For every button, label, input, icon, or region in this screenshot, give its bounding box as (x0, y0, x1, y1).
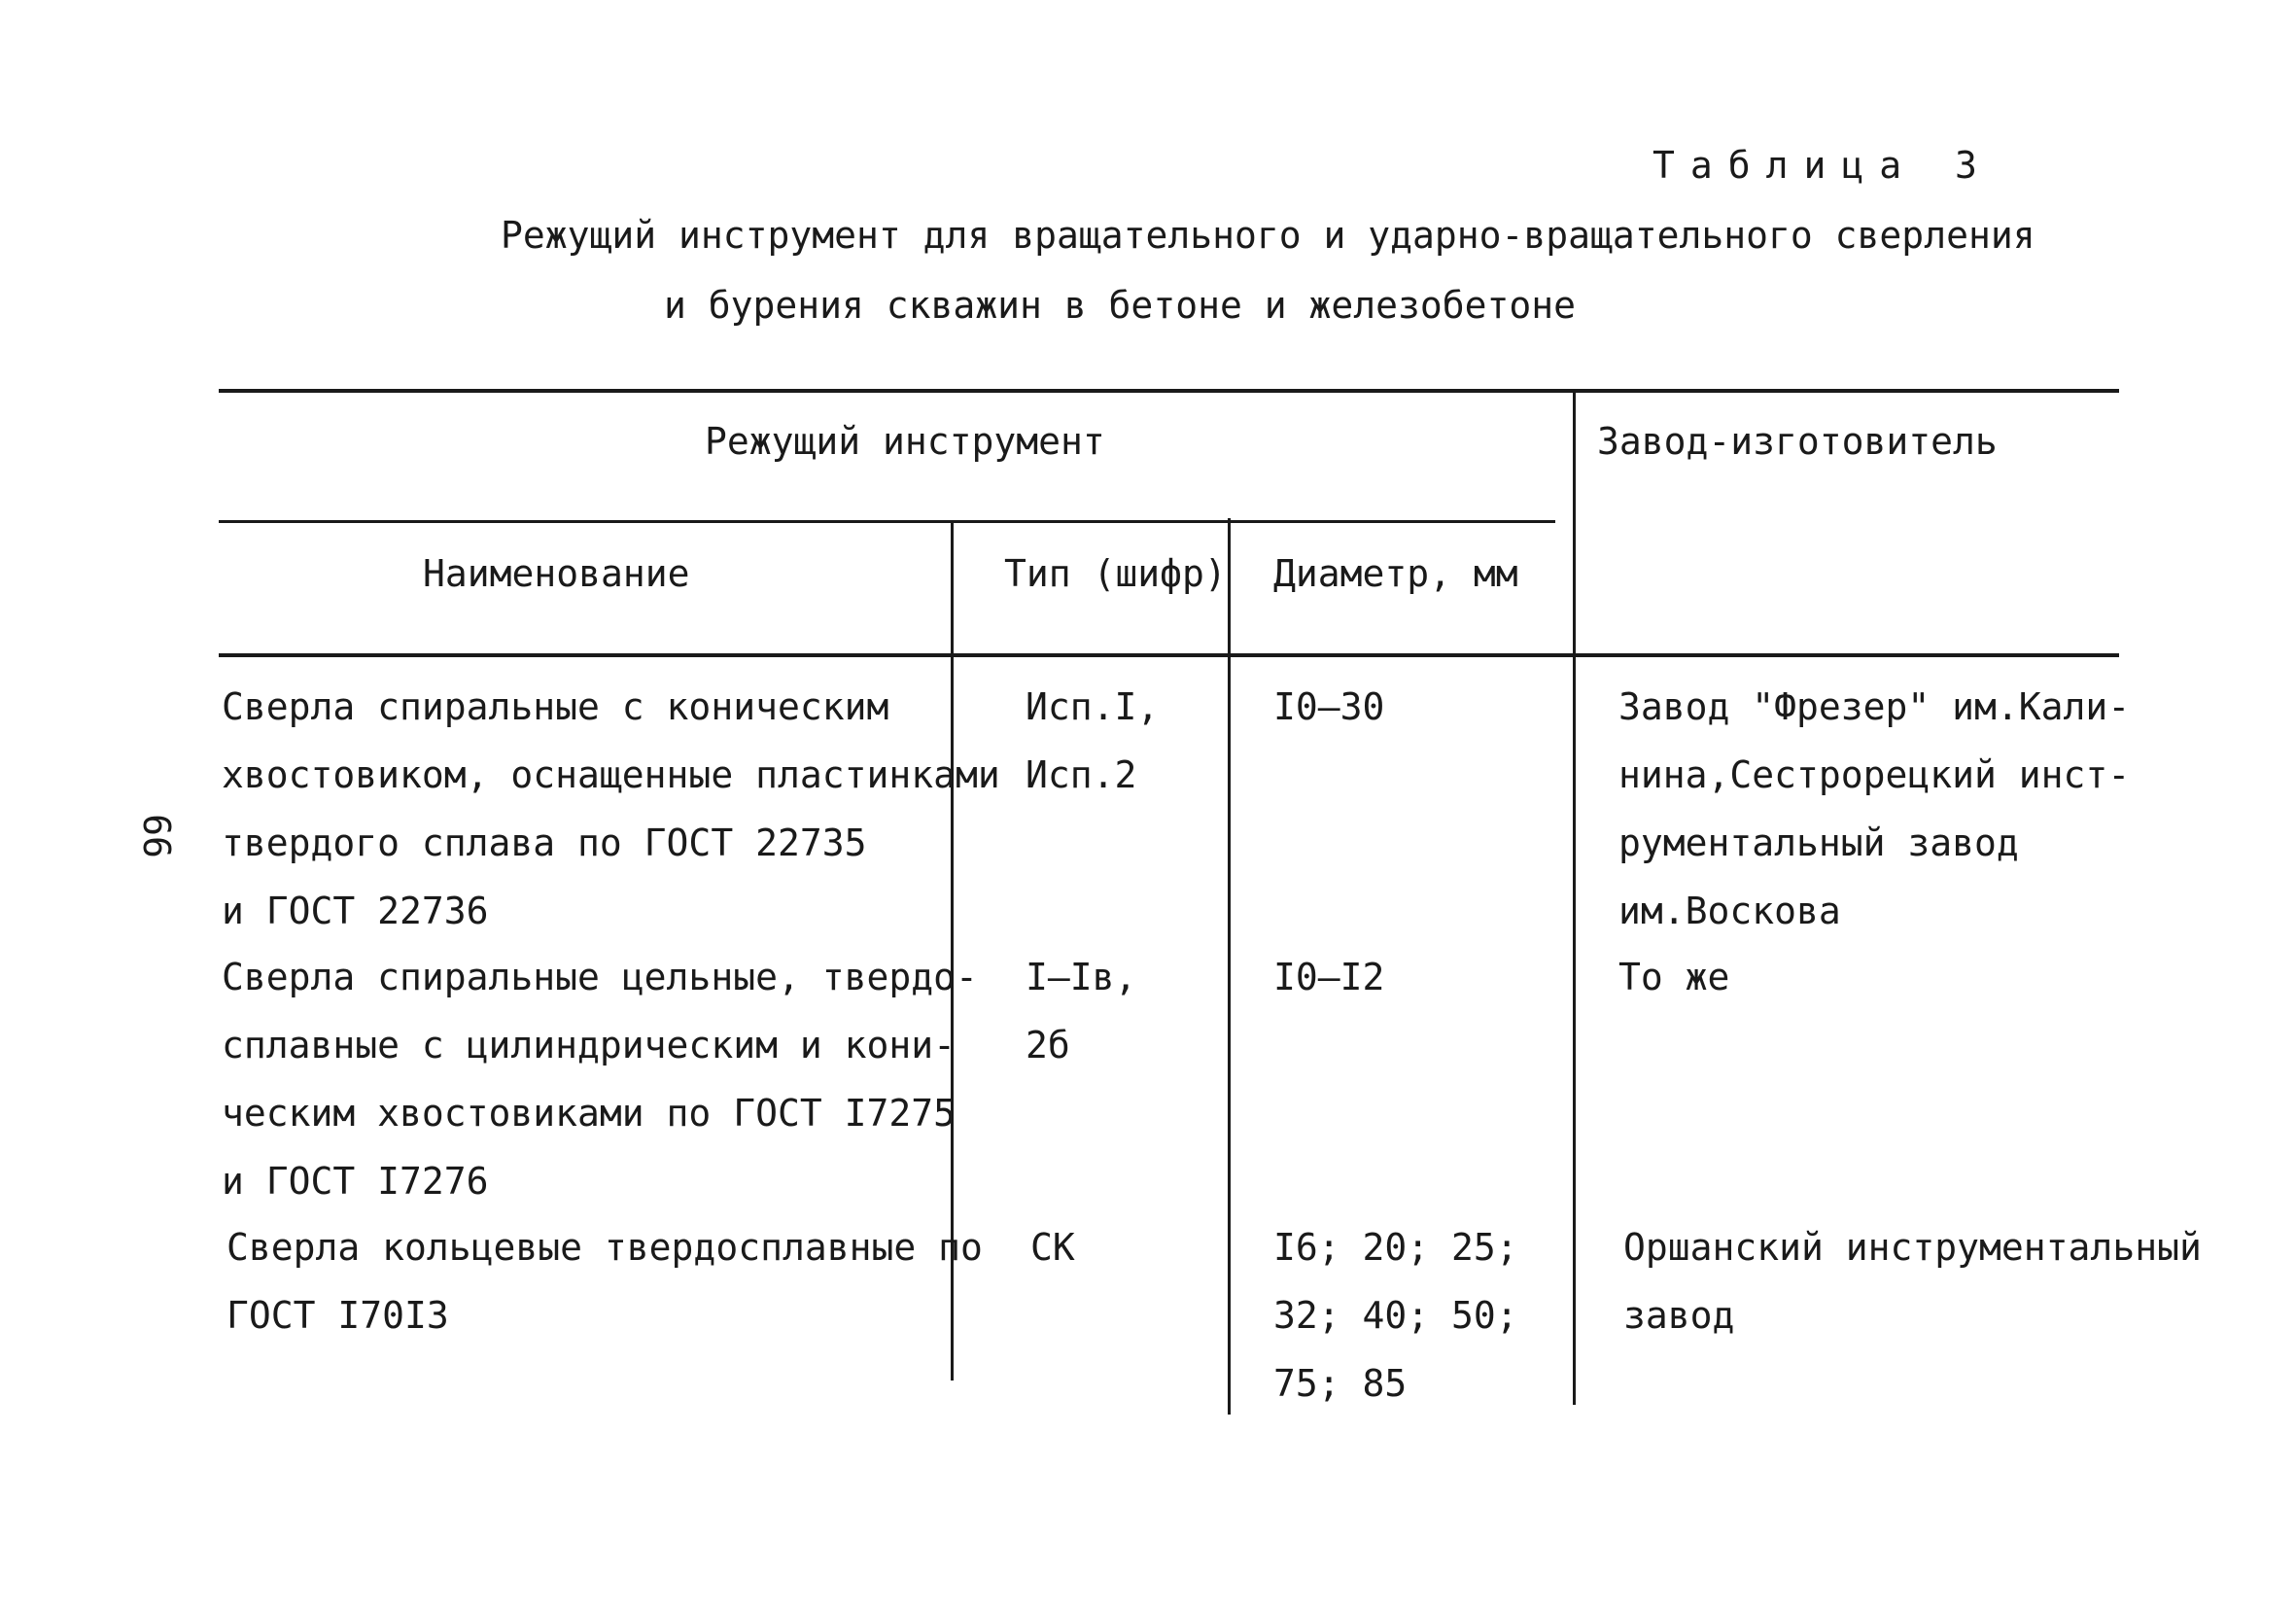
header-cutting-tool: Режущий инструмент (705, 420, 1105, 463)
header-manufacturer: Завод-изготовитель (1597, 420, 1998, 463)
row-1-diameter: I0–30 (1273, 685, 1385, 728)
row-1-manufacturer: Завод "Фрезер" им.Кали- нина,Сестрорецкий инст- рументальный завод им.Воскова (1618, 685, 2131, 932)
row-3-type: СК (1030, 1226, 1075, 1269)
header-type: Тип (шифр) (1004, 552, 1227, 595)
row-2-diameter: I0–I2 (1273, 956, 1385, 998)
row-2-manufacturer: То же (1618, 956, 1730, 998)
column-divider-diameter-manufacturer (1573, 389, 1576, 1405)
header-name: Наименование (423, 552, 690, 595)
row-3-name: Сверла кольцевые твердосплавные по ГОСТ I70I3 (226, 1226, 983, 1337)
subheader-rule (219, 520, 1555, 523)
row-3-diameter: I6; 20; 25; 32; 40; 50; 75; 85 (1273, 1226, 1518, 1405)
row-3-manufacturer: Оршанский инструментальный завод (1623, 1226, 2202, 1337)
row-2-name: Сверла спиральные цельные, твердо- сплавные с цилиндрическим и кони- ческим хвостовиками по ГОСТ I7275 и ГОСТ I7276 (222, 956, 978, 1203)
row-1-type: Исп.I, Исп.2 (1026, 685, 1160, 796)
row-2-type: I–Iв, 2б (1026, 956, 1137, 1066)
column-divider-type-diameter (1228, 518, 1231, 1415)
header-diameter: Диаметр, мм (1273, 552, 1518, 595)
table-title-line-1: Режущий инструмент для вращательного и ударно-вращательного сверления (501, 214, 2035, 257)
row-1-name: Сверла спиральные с коническим хвостовиком, оснащенные пластинками твердого сплава по ГОСТ 22735 и ГОСТ 22736 (222, 685, 1000, 932)
table-title-line-2: и бурения скважин в бетоне и железобетоне (664, 284, 1576, 327)
page-number: 66 (134, 814, 178, 858)
table-label: Таблица 3 (1652, 144, 1993, 187)
header-bottom-rule (219, 653, 2119, 657)
table-top-rule (219, 389, 2119, 393)
